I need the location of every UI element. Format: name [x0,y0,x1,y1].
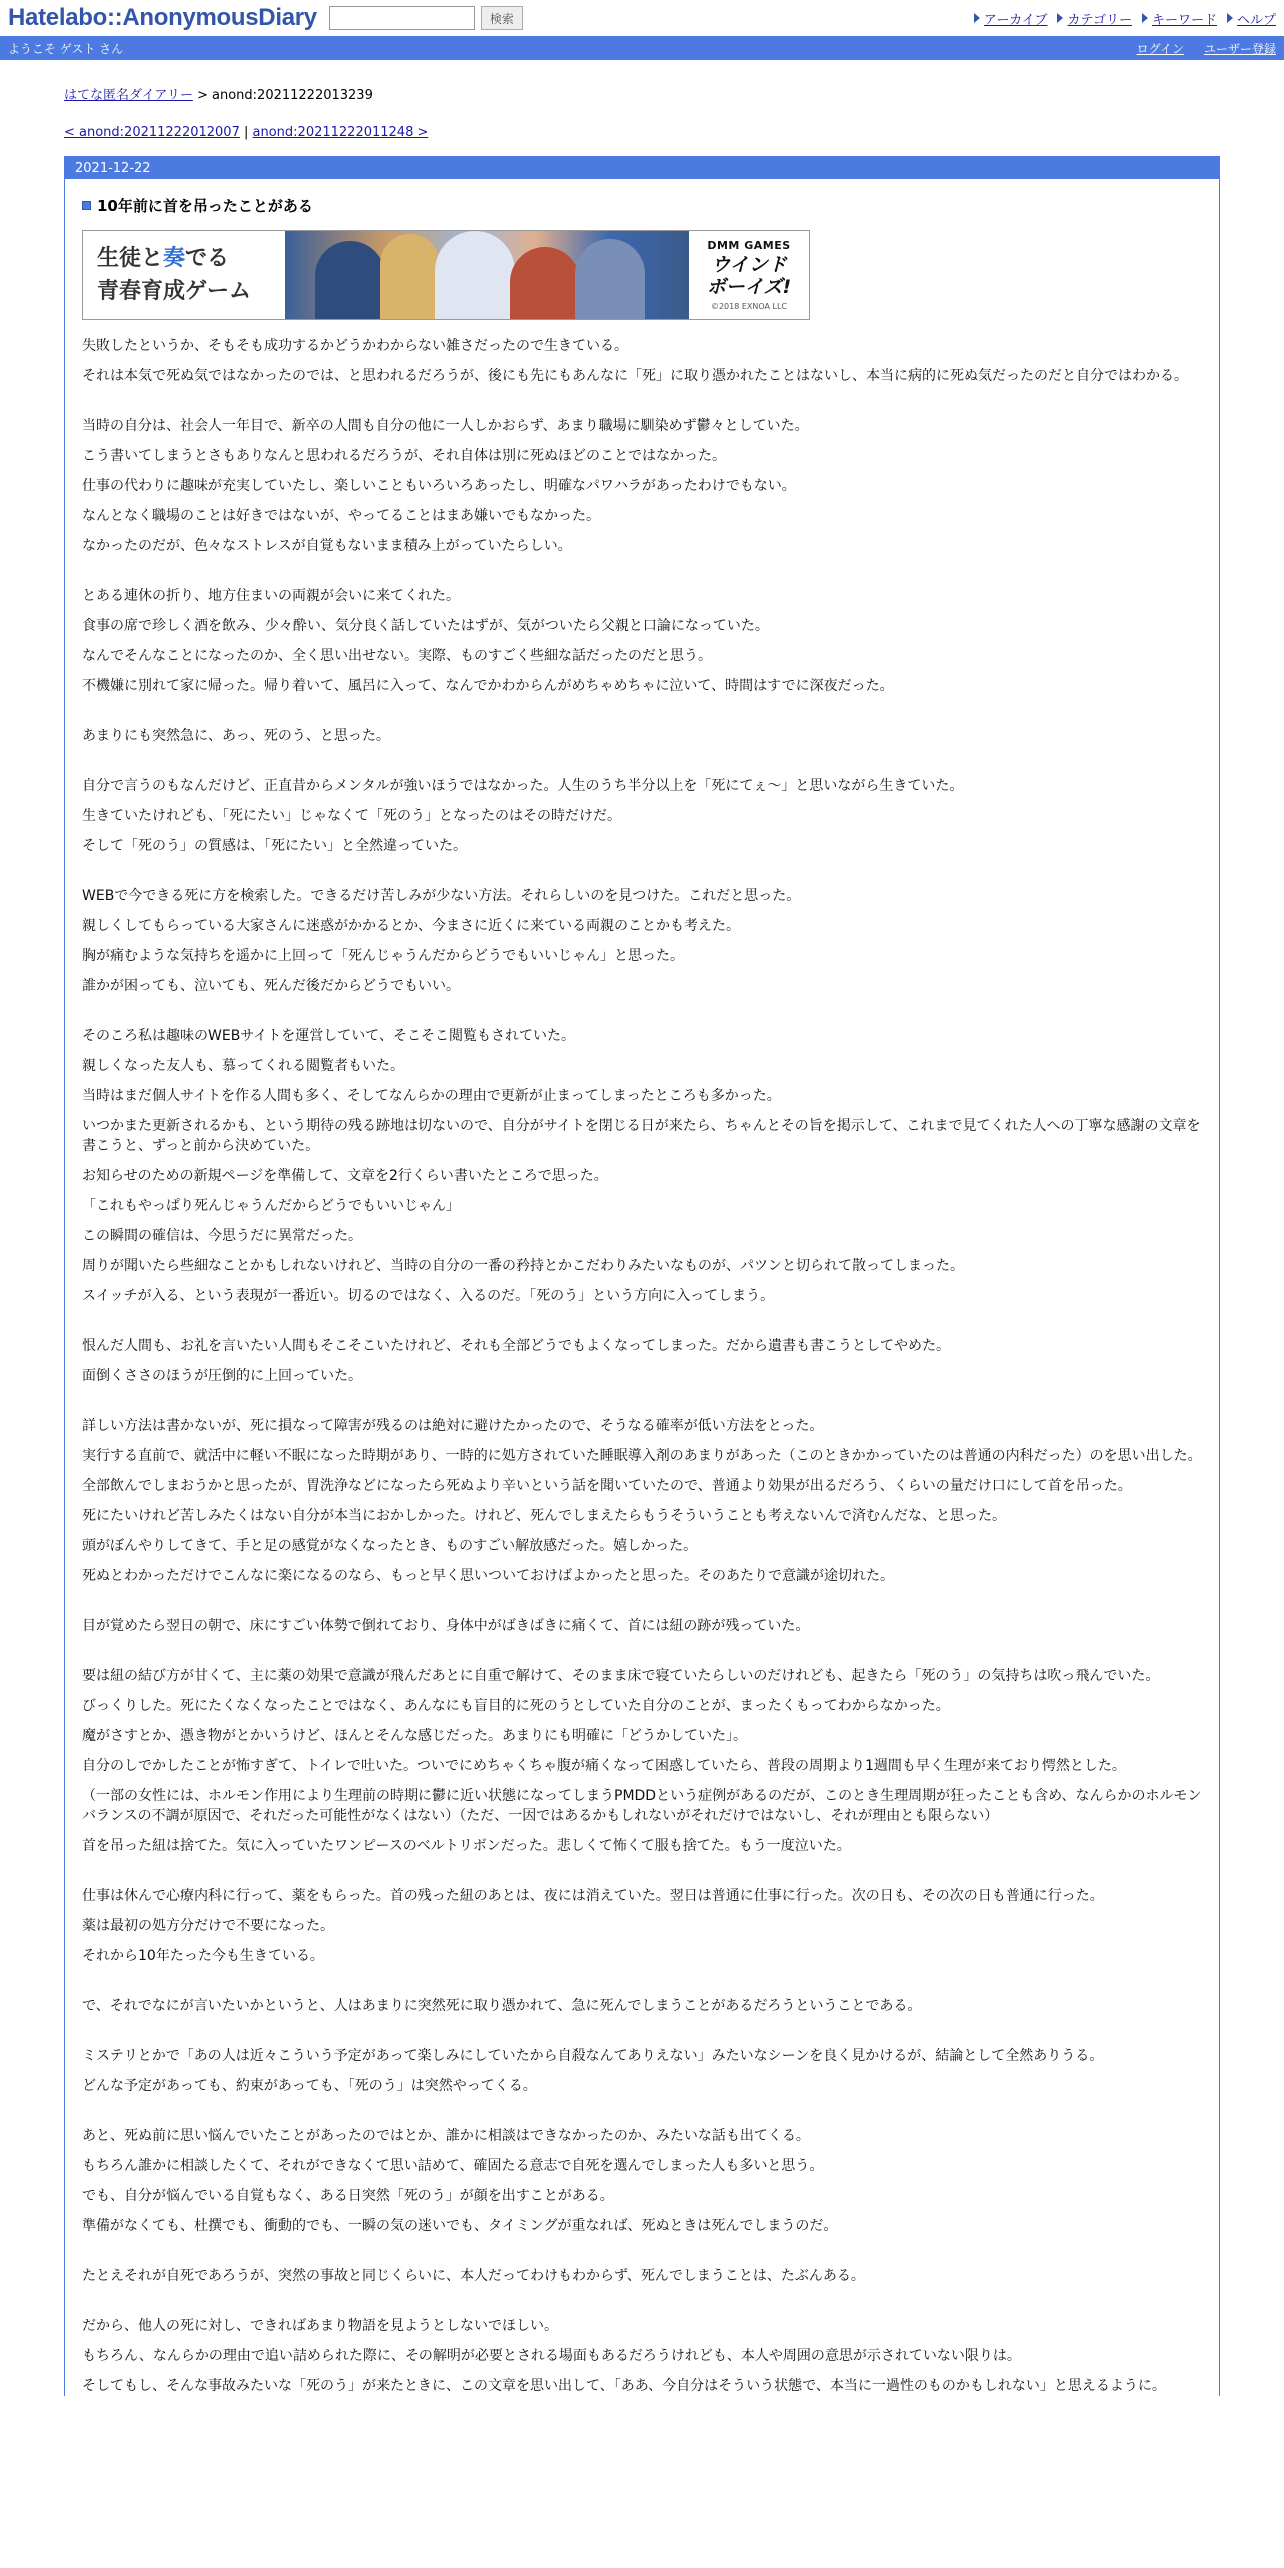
body-line: こう書いてしまうとさもありなんと思われるだろうが、それ自体は別に死ぬほどのことではなかった。 [82,448,726,464]
paragraph-gap [82,2026,1202,2046]
nav-category-link[interactable]: カテゴリー [1057,9,1131,28]
body-line: なかったのだが、色々なストレスが自覚もないまま積み上がっていたらしい。 [82,538,572,554]
body-line: びっくりした。死にたくなくなったことではなく、あんなにも盲目的に死のうとしていた自分のことが、まったくもってわからなかった。 [82,1698,950,1714]
body-line: 当時の自分は、社会人一年目で、新卒の人間も自分の他に一人しかおらず、あまり職場に馴染めず鬱々としていた。 [82,418,809,434]
body-line: 要は紐の結び方が甘くて、主に薬の効果で意識が飛んだあとに自重で解けて、そのまま床で寝ていたらしいのだけれども、起きたら「死のう」の気持ちは吹っ飛んでいた。 [82,1668,1160,1684]
welcome-text: ようこそ ゲスト さん [8,41,124,56]
body-line: でも、自分が悩んでいる自覚もなく、ある日突然「死のう」が顔を出すことがある。 [82,2188,614,2204]
paragraph-gap [82,566,1202,586]
top-bar [0,0,1284,36]
body-line: 親しくなった友人も、慕ってくれる閲覧者もいた。 [82,1058,404,1074]
body-line: 仕事の代わりに趣味が充実していたし、楽しいこともいろいろあったし、明確なパワハラがあったわけでもない。 [82,478,796,494]
paragraph-gap [82,1316,1202,1336]
body-line: 周りが聞いたら些細なことかもしれないけれど、当時の自分の一番の矜持とかこだわりみたいなものが、パツンと切られて散ってしまった。 [82,1258,964,1274]
nav-keyword-link[interactable]: キーワード [1142,9,1217,28]
breadcrumb-current: anond:20211222013239 [212,88,373,103]
paragraph-gap [82,756,1202,776]
body-line: あまりにも突然急に、あっ、死のう、と思った。 [82,728,390,744]
body-line: いつかまた更新されるかも、という期待の残る跡地は切ないので、自分がサイトを閉じる日が来たら、ちゃんとその旨を掲示して、これまで見てくれた人への丁寧な感謝の文章を書こうと、ずっと前から決めていた。 [82,1118,1201,1154]
user-links [1137,40,1276,57]
breadcrumb: はてな匿名ダイアリー > anond:20211222013239 [64,88,373,103]
body-line: 誰かが困っても、泣いても、死んだ後だからどうでもいい。 [82,978,460,994]
body-line: なんでそんなことになったのか、全く思い出せない。実際、ものすごく些細な話だったのだと思う。 [82,648,712,664]
character-figure [435,231,515,319]
entry-body [82,336,1202,2396]
ad-illustration [285,231,689,319]
body-line: 目が覚めたら翌日の朝で、床にすごい体勢で倒れており、身体中がばきばきに痛くて、首には紐の跡が残っていた。 [82,1618,810,1634]
body-line: もちろん、なんらかの理由で追い詰められた際に、その解明が必要とされる場面もあるだろうけれども、本人や周囲の意思が示されていない限りは。 [82,2348,1021,2364]
body-line: ミステリとかで「あの人は近々こういう予定があって楽しみにしていたから自殺なんてありえない」みたいなシーンを良く見かけるが、結論として全然ありうる。 [82,2048,1104,2064]
paragraph-gap [82,2246,1202,2266]
paragraph-gap [82,1596,1202,1616]
body-line: 頭がぼんやりしてきて、手と足の感覚がなくなったとき、ものすごい解放感だった。嬉しかった。 [82,1538,698,1554]
body-line: そして「死のう」の質感は、「死にたい」と全然違っていた。 [82,838,467,854]
nav-archive-link[interactable]: アーカイブ [974,9,1048,28]
next-entry-link[interactable]: anond:20211222011248 > [252,125,429,140]
body-line: 自分で言うのもなんだけど、正直昔からメンタルが強いほうではなかった。人生のうち半分以上を「死にてぇ〜」と思いながら生きていた。 [82,778,964,794]
body-line: 死ぬとわかっただけでこんなに楽になるのなら、もっと早く思いついておけばよかったと思った。そのあたりで意識が途切れた。 [82,1568,894,1584]
body-line: 実行する直前で、就活中に軽い不眠になった時期があり、一時的に処方されていた睡眠導入剤のあまりがあった（このときかかっていたのは普通の内科だった）のを思い出した。 [82,1448,1202,1464]
body-line: たとえそれが自死であろうが、突然の事故と同じくらいに、本人だってわけもわからず、死んでしまうことは、たぶんある。 [82,2268,865,2284]
body-line: 全部飲んでしまおうかと思ったが、胃洗浄などになったら死ぬより辛いという話を聞いていたので、普通より効果が出るだろう、くらいの量だけ口にして首を吊った。 [82,1478,1132,1494]
body-line: 胸が痛むような気持ちを遥かに上回って「死んじゃうんだからどうでもいいじゃん」と思った。 [82,948,684,964]
paragraph-gap [82,706,1202,726]
paragraph-gap [82,1646,1202,1666]
entry-section [65,179,1219,2396]
entry-title: 10年前に首を吊ったことがある [82,195,1202,216]
user-bar [0,36,1284,60]
body-line: それは本気で死ぬ気ではなかったのでは、と思われるだろうが、後にも先にもあんなに「死」に取り憑かれたことはないし、本当に病的に死ぬ気だったのだと自分ではわかる。 [82,368,1188,384]
body-line: そしてもし、そんな事故みたいな「死のう」が来たときに、この文章を思い出して、「ああ、今自分はそういう状態で、本当に一過性のものかもしれない」と思えるように。 [82,2378,1166,2394]
instrument-figure [380,234,440,319]
ad-text: 生徒と奏でる 青春育成ゲーム [97,246,252,304]
body-line: とある連休の折り、地方住まいの両親が会いに来てくれた。 [82,588,460,604]
ad-banner[interactable] [82,230,810,320]
square-bullet-icon[interactable] [82,201,91,210]
body-line: それから10年たった今も生きている。 [82,1948,324,1964]
character-figure [315,241,385,319]
body-line: WEBで今できる死に方を検索した。できるだけ苦しみが少ない方法。それらしいのを見つけた。これだと思った。 [82,888,801,904]
body-line: だから、他人の死に対し、できればあまり物語を見ようとしないでほしい。 [82,2318,558,2334]
body-line: もちろん誰かに相談したくて、それができなくて思い詰めて、確固たる意志で自死を選んでしまった人も多いと思う。 [82,2158,824,2174]
body-line: 「これもやっぱり死んじゃうんだからどうでもいいじゃん」 [82,1198,460,1214]
day-box [64,156,1220,2396]
paragraph-gap [82,2296,1202,2316]
body-line: 失敗したというか、そもそも成功するかどうかわからない雑さだったので生きている。 [82,338,628,354]
body-line: 面倒くささのほうが圧倒的に上回っていた。 [82,1368,362,1384]
login-link[interactable]: ログイン [1136,41,1184,56]
ad-logo: DMM GAMES ウインド ボーイズ! ©2018 EXNOA LLC [689,231,809,319]
paragraph-gap [82,1006,1202,1026]
body-line: スイッチが入る、という表現が一番近い。切るのではなく、入るのだ。「死のう」という方向に入ってしまう。 [82,1288,775,1304]
breadcrumb-root-link[interactable]: はてな匿名ダイアリー [64,88,193,103]
main-content [0,60,1284,2396]
body-line: 薬は最初の処方分だけで不要になった。 [82,1918,334,1934]
paragraph-gap [82,2106,1202,2126]
body-line: この瞬間の確信は、今思うだに異常だった。 [82,1228,362,1244]
body-line: お知らせのための新規ページを準備して、文章を2行くらい書いたところで思った。 [82,1168,608,1184]
body-line: 死にたいけれど苦しみたくはない自分が本当におかしかった。けれど、死んでしまえたらもうそういうことも考えないんで済むんだな、と思った。 [82,1508,1006,1524]
body-line: 食事の席で珍しく酒を飲み、少々酔い、気分良く話していたはずが、気がついたら父親と口論になっていた。 [82,618,769,634]
body-line: 準備がなくても、杜撰でも、衝動的でも、一瞬の気の迷いでも、タイミングが重なれば、死ぬときは死んでしまうのだ。 [82,2218,838,2234]
character-figure [575,239,645,319]
body-line: 不機嫌に別れて家に帰った。帰り着いて、風呂に入って、なんでかわからんがめちゃめちゃに泣いて、時間はすでに深夜だった。 [82,678,894,694]
body-line: （一部の女性には、ホルモン作用により生理前の時期に鬱に近い状態になってしまうPMDDという症例があるのだが、このとき生理周期が狂ったことも含め、なんらかのホルモンバランスの不調が原因で、それだった可能性がなくはない）（ただ、一因ではあるかもしれないがそれだけではないし、それが理由とも限らない） [82,1788,1202,1824]
body-line: 当時はまだ個人サイトを作る人間も多く、そしてなんらかの理由で更新が止まってしまったところも多かった。 [82,1088,781,1104]
body-line: 魔がさすとか、憑き物がとかいうけど、ほんとそんな感じだった。あまりにも明確に「どうかしていた」。 [82,1728,747,1744]
paragraph-gap [82,1396,1202,1416]
day-date: 2021-12-22 [65,157,1219,179]
triangle-right-icon [1227,13,1233,23]
pager: < anond:20211222012007 | anond:20211222011248 > [64,125,429,140]
site-logo[interactable]: Hatelabo::AnonymousDiary [8,4,317,31]
search-button[interactable]: 検索 [481,6,523,30]
body-line: なんとなく職場のことは好きではないが、やってることはまあ嫌いでもなかった。 [82,508,600,524]
paragraph-gap [82,1976,1202,1996]
body-line: 生きていたけれども、「死にたい」じゃなくて「死のう」となったのはその時だけだ。 [82,808,621,824]
triangle-right-icon [1057,13,1063,23]
paragraph-gap [82,396,1202,416]
character-figure [510,247,580,319]
prev-entry-link[interactable]: < anond:20211222012007 [64,125,240,140]
register-link[interactable]: ユーザー登録 [1203,41,1276,56]
ad-game-logo: ウインド ボーイズ! [706,254,792,298]
triangle-right-icon [974,13,980,23]
body-line: 自分のしでかしたことが怖すぎて、トイレで吐いた。ついでにめちゃくちゃ腹が痛くなって困惑していたら、普段の周期より1週間も早く生理が来ており愕然とした。 [82,1758,1126,1774]
nav-help-link[interactable]: ヘルプ [1227,9,1276,28]
top-nav [974,9,1276,28]
body-line: 恨んだ人間も、お礼を言いたい人間もそこそこいたけれど、それも全部どうでもよくなってしまった。だから遺書も書こうとしてやめた。 [82,1338,950,1354]
body-line: 詳しい方法は書かないが、死に損なって障害が残るのは絶対に避けたかったので、そうなる確率が低い方法をとった。 [82,1418,824,1434]
body-line: あと、死ぬ前に思い悩んでいたことがあったのではとか、誰かに相談はできなかったのか、みたいな話も出てくる。 [82,2128,810,2144]
paragraph-gap [82,1866,1202,1886]
body-line: 首を吊った紐は捨てた。気に入っていたワンピースのベルトリボンだった。悲しくて怖くて服も捨てた。もう一度泣いた。 [82,1838,851,1854]
triangle-right-icon [1142,13,1148,23]
body-line: で、それでなにが言いたいかというと、人はあまりに突然死に取り憑かれて、急に死んでしまうことがあるだろうということである。 [82,1998,922,2014]
search-input[interactable] [329,6,475,30]
body-line: そのころ私は趣味のWEBサイトを運営していて、そこそこ閲覧もされていた。 [82,1028,576,1044]
body-line: 親しくしてもらっている大家さんに迷惑がかかるとか、今まさに近くに来ている両親のことかも考えた。 [82,918,740,934]
body-line: どんな予定があっても、約束があっても、「死のう」は突然やってくる。 [82,2078,537,2094]
body-line: 仕事は休んで心療内科に行って、薬をもらった。首の残った紐のあとは、夜には消えていた。翌日は普通に仕事に行った。次の日も、その次の日も普通に行った。 [82,1888,1104,1904]
paragraph-gap [82,866,1202,886]
